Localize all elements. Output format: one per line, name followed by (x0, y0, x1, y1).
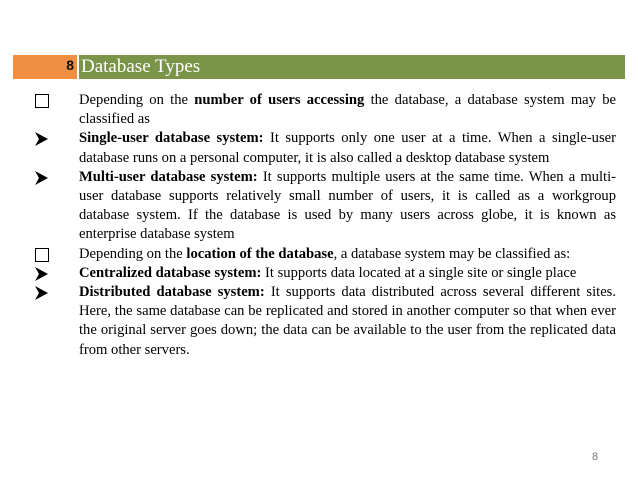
bullet-text: It supports data distributed across several different sites. Here, the same database can be replicated and stored in another computer so that when ever the original server goes down; the data can be available to the user from the replicated data from other servers. (79, 284, 616, 358)
list-item (35, 91, 616, 129)
bullet-bold-text: number of users accessing (194, 92, 365, 108)
bullet-text: It supports data located at a single site or single place (261, 264, 577, 281)
arrow-bullet-icon (35, 171, 49, 185)
slide-title: Database Types (81, 56, 201, 77)
slide-number: 8 (66, 57, 74, 73)
list-item (35, 264, 616, 283)
bullet-list (35, 91, 616, 360)
bullet-bold-text: location of the database (186, 245, 334, 262)
title-box (79, 55, 625, 79)
bullet-bold-text: Single-user database system: (79, 130, 264, 147)
bullet-text: It supports only one user at a time. When a single-user database runs on a personal computer, it is also called a desktop database system (79, 130, 616, 166)
title-bar (13, 55, 625, 79)
bullet-text: Depending on the (79, 92, 195, 108)
arrow-bullet-icon (35, 286, 49, 300)
square-bullet-icon (35, 248, 49, 262)
list-item (35, 129, 616, 167)
list-item (35, 245, 616, 264)
bullet-text: Depending on the (79, 245, 187, 262)
arrow-bullet-icon (35, 132, 49, 146)
arrow-bullet-icon (35, 267, 49, 281)
slide-number-box (13, 55, 77, 79)
bullet-text: the database, a database system may be classified as (79, 92, 616, 128)
bullet-text: It supports multiple users at the same time. When a multi-user database supports relatively small number of users, it is called as a workgroup database system. If the database is used by many users across globe, it is known as enterprise database system (79, 168, 617, 243)
bullet-text: , a database system may be classified as: (333, 245, 571, 262)
list-item (35, 168, 616, 245)
list-item (35, 283, 616, 360)
bullet-bold-text: Distributed database system: (79, 284, 265, 301)
page-number: 8 (592, 451, 599, 463)
square-bullet-icon (35, 94, 49, 108)
bullet-bold-text: Centralized database system: (79, 264, 262, 281)
bullet-bold-text: Multi-user database system: (79, 168, 258, 185)
